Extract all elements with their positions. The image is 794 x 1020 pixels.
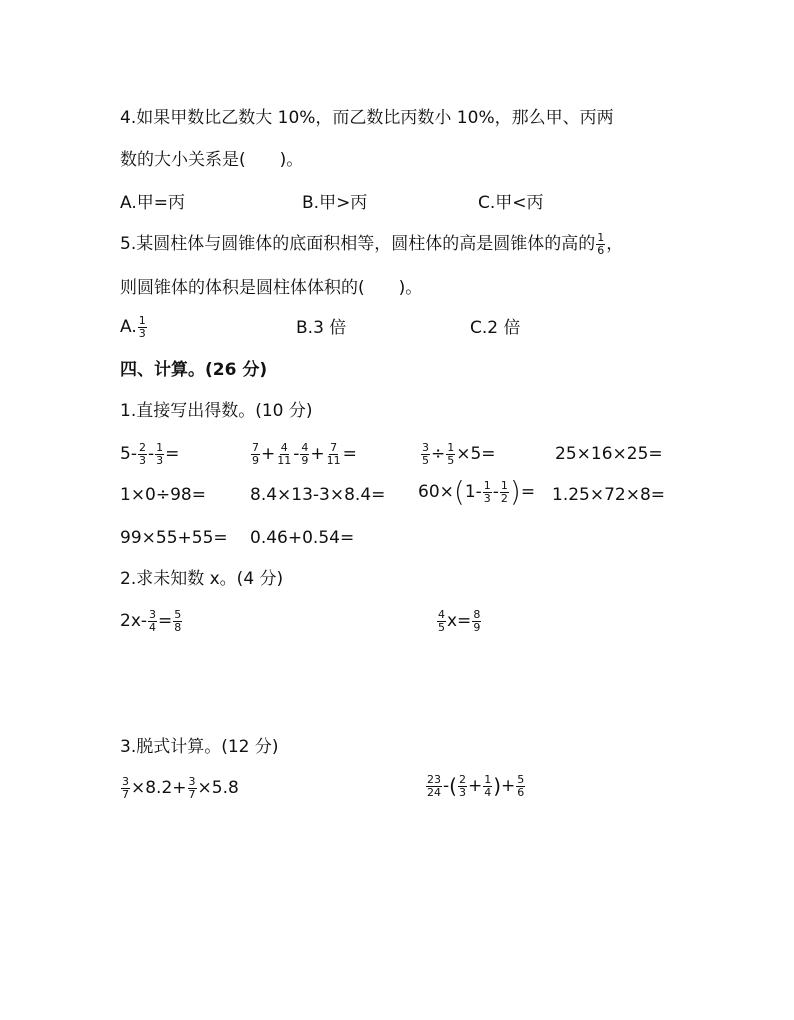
operator: ÷ <box>431 444 446 465</box>
equation-2 <box>436 609 482 633</box>
fraction <box>138 442 147 466</box>
operator: + <box>261 444 276 465</box>
fraction <box>516 774 525 798</box>
calc-2 <box>425 774 526 798</box>
fraction <box>155 442 164 466</box>
expr-text: 60× <box>418 482 454 502</box>
calc-1 <box>120 776 239 800</box>
q5-line1 <box>120 232 623 256</box>
expr-text: ×8.2+ <box>131 778 187 799</box>
denominator: 7 <box>188 787 196 801</box>
denominator: 3 <box>458 785 466 799</box>
q5-line2: 则圆锥体的体积是圆柱体体积的( )。 <box>120 278 423 298</box>
numerator: 3 <box>122 775 129 788</box>
denominator: 11 <box>277 453 292 467</box>
numerator: 3 <box>422 441 429 454</box>
q4-line1: 4.如果甲数比乙数大 10%，而乙数比丙数小 10%，那么甲、丙两 <box>120 108 614 128</box>
denominator: 11 <box>326 453 341 467</box>
fraction <box>251 442 260 466</box>
denominator: 5 <box>438 620 445 634</box>
operator: + <box>467 776 483 797</box>
expr-text: x= <box>447 611 472 632</box>
numerator: 8 <box>473 608 481 621</box>
numerator: 1 <box>500 478 508 492</box>
q5-option-a <box>120 315 148 339</box>
fraction <box>426 774 442 798</box>
expr-r1-1 <box>120 442 179 466</box>
numerator: 4 <box>301 441 309 454</box>
expr-text: ×5.8 <box>197 778 239 799</box>
fraction <box>437 609 446 633</box>
fraction <box>173 609 182 633</box>
denominator: 3 <box>156 453 164 467</box>
numerator: 23 <box>427 773 441 786</box>
expr-r1-2 <box>250 442 357 466</box>
expr-r1-3 <box>420 442 496 466</box>
denominator: 24 <box>427 785 441 799</box>
expr-r2-4: 1.25×72×8= <box>552 485 666 505</box>
expr-text: 1- <box>464 482 482 502</box>
equals: = <box>342 444 357 465</box>
q4-option-b: B.甲>丙 <box>302 193 368 213</box>
denominator: 4 <box>484 785 492 799</box>
expr-r2-1: 1×0÷98= <box>120 485 206 505</box>
right-paren: ) <box>493 774 502 799</box>
numerator: 3 <box>149 608 157 621</box>
sub-question-2: 2.求未知数 x。(4 分) <box>120 569 284 589</box>
expr-r2-2: 8.4×13-3×8.4= <box>250 485 386 505</box>
left-paren: ( <box>449 774 457 799</box>
fraction <box>300 442 309 466</box>
expr-r2-3 <box>418 475 536 508</box>
numerator: 7 <box>252 441 259 454</box>
section-heading: 四、计算。(26 分) <box>120 360 268 380</box>
operator: + <box>501 776 516 797</box>
q5-line1-text: 5.某圆柱体与圆锥体的底面积相等，圆柱体的高是圆锥体的高的 <box>120 234 596 255</box>
right-paren: ) <box>509 475 521 508</box>
numerator: 1 <box>156 441 164 454</box>
denominator: 7 <box>122 787 129 801</box>
q4-option-c: C.甲<丙 <box>478 193 544 213</box>
operator: - <box>293 444 300 465</box>
sub-question-3: 3.脱式计算。(12 分) <box>120 737 279 757</box>
denominator: 9 <box>473 620 481 634</box>
fraction <box>121 776 130 800</box>
q5-option-a-den: 3 <box>138 326 146 340</box>
fraction <box>421 442 430 466</box>
q5-frac-den: 6 <box>597 243 605 257</box>
q5-line1-end: ， <box>606 234 624 255</box>
expr-text: 5- <box>120 444 137 465</box>
equals: = <box>158 611 173 632</box>
denominator: 6 <box>517 785 525 799</box>
expr-r3-1: 99×55+55= <box>120 528 228 548</box>
expr-text: 2x- <box>120 611 148 632</box>
q4-option-a: A.甲=丙 <box>120 193 185 213</box>
fraction <box>148 609 157 633</box>
denominator: 3 <box>138 453 146 467</box>
denominator: 3 <box>483 491 491 505</box>
equation-1 <box>120 609 183 633</box>
q5-option-b: B.3 倍 <box>296 318 347 338</box>
fraction <box>276 442 292 466</box>
fraction <box>326 442 342 466</box>
fraction <box>458 774 467 798</box>
q5-frac-num: 1 <box>597 231 605 244</box>
equals: = <box>520 482 536 502</box>
numerator: 3 <box>188 775 196 788</box>
denominator: 5 <box>422 453 429 467</box>
operator: - <box>492 482 499 502</box>
numerator: 7 <box>330 441 338 454</box>
denominator: 9 <box>252 453 259 467</box>
numerator: 4 <box>280 441 288 454</box>
denominator: 9 <box>301 453 309 467</box>
fraction <box>446 442 455 466</box>
q4-line2: 数的大小关系是( )。 <box>120 150 304 170</box>
denominator: 2 <box>500 491 508 505</box>
q5-option-a-fraction <box>138 315 147 339</box>
operator: - <box>147 444 155 465</box>
expr-r3-2: 0.46+0.54= <box>250 528 355 548</box>
denominator: 8 <box>174 620 182 634</box>
denominator: 4 <box>149 620 157 634</box>
denominator: 5 <box>447 453 455 467</box>
numerator: 5 <box>517 773 525 786</box>
q5-fraction <box>596 232 605 256</box>
fraction <box>483 480 492 504</box>
operator: + <box>310 444 325 465</box>
expr-r1-4: 25×16×25= <box>555 444 663 464</box>
q5-option-a-num: 1 <box>138 314 146 327</box>
numerator: 1 <box>484 773 492 786</box>
left-paren: ( <box>453 475 465 508</box>
fraction <box>472 609 481 633</box>
expr-text: ×5= <box>456 444 496 465</box>
equals: = <box>165 444 180 465</box>
numerator: 2 <box>138 441 146 454</box>
q5-option-c: C.2 倍 <box>470 318 521 338</box>
numerator: 5 <box>174 608 182 621</box>
numerator: 2 <box>458 773 466 786</box>
numerator: 4 <box>438 608 445 621</box>
fraction <box>483 774 492 798</box>
numerator: 1 <box>483 478 491 492</box>
sub-question-1: 1.直接写出得数。(10 分) <box>120 401 313 421</box>
fraction <box>188 776 197 800</box>
operator: - <box>443 776 450 797</box>
q5-option-a-label: A. <box>120 317 137 338</box>
fraction <box>500 480 509 504</box>
numerator: 1 <box>447 441 455 454</box>
